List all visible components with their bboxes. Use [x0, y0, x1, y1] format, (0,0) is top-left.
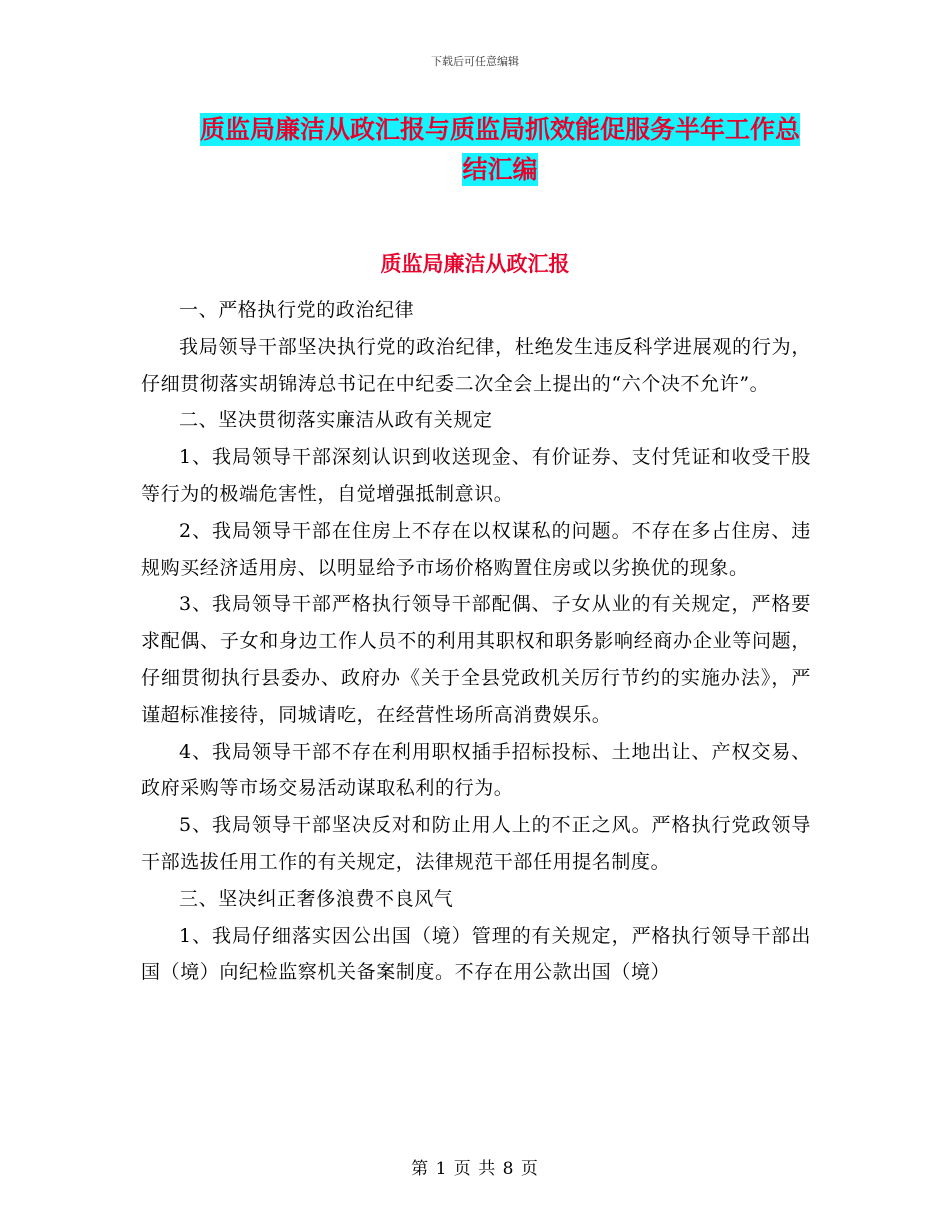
- paragraph: 一、严格执行党的政治纪律: [179, 299, 415, 321]
- paragraph: 1、我局仔细落实因公出国（境）管理的有关规定，严格执行领导干部出国（境）向纪检监察机关备案制度。不存在用公款出国（境）: [141, 924, 811, 984]
- paragraph: 1、我局领导干部深刻认识到收送现金、有价证券、支付凭证和收受干股等行为的极端危害性，自觉增强抵制意识。: [141, 446, 811, 505]
- document-title-text: 质监局廉洁从政汇报与质监局抓效能促服务半年工作总结汇编: [199, 115, 800, 184]
- paragraph: 三、坚决纠正奢侈浪费不良风气: [179, 887, 454, 910]
- paragraph: 5、我局领导干部坚决反对和防止用人上的不正之风。严格执行党政领导干部选拔任用工作的有关规定，法律规范干部任用提名制度。: [141, 814, 811, 873]
- paragraph: 二、坚决贯彻落实廉洁从政有关规定: [179, 409, 493, 432]
- paragraph: 3、我局领导干部严格执行领导干部配偶、子女从业的有关规定，严格要求配偶、子女和身边工作人员不的利用其职权和职务影响经商办企业等问题，仔细贯彻执行县委办、政府办《关于全县党政机关厉行节约的实施办法》，严谨超标准接待，同城请吃，在经营性场所高消费娱乐。: [141, 593, 811, 726]
- section-title: 质监局廉洁从政汇报: [380, 251, 570, 276]
- paragraph: 2、我局领导干部在住房上不存在以权谋私的问题。不存在多占住房、违规购买经济适用房、以明显给予市场价格购置住房或以劣换优的现象。: [141, 519, 811, 579]
- paragraph: 4、我局领导干部不存在利用职权插手招标投标、土地出让、产权交易、政府采购等市场交易活动谋取私利的行为。: [141, 740, 811, 800]
- page-number-footer: 第 1 页 共 8 页: [411, 1159, 539, 1179]
- document-title: [195, 110, 805, 190]
- header-note: 下载后可任意编辑: [431, 55, 519, 68]
- document-body: [141, 292, 811, 991]
- paragraph: 我局领导干部坚决执行党的政治纪律，杜绝发生违反科学进展观的行为，仔细贯彻落实胡锦涛总书记在中纪委二次全会上提出的“六个决不允许”。: [141, 335, 811, 395]
